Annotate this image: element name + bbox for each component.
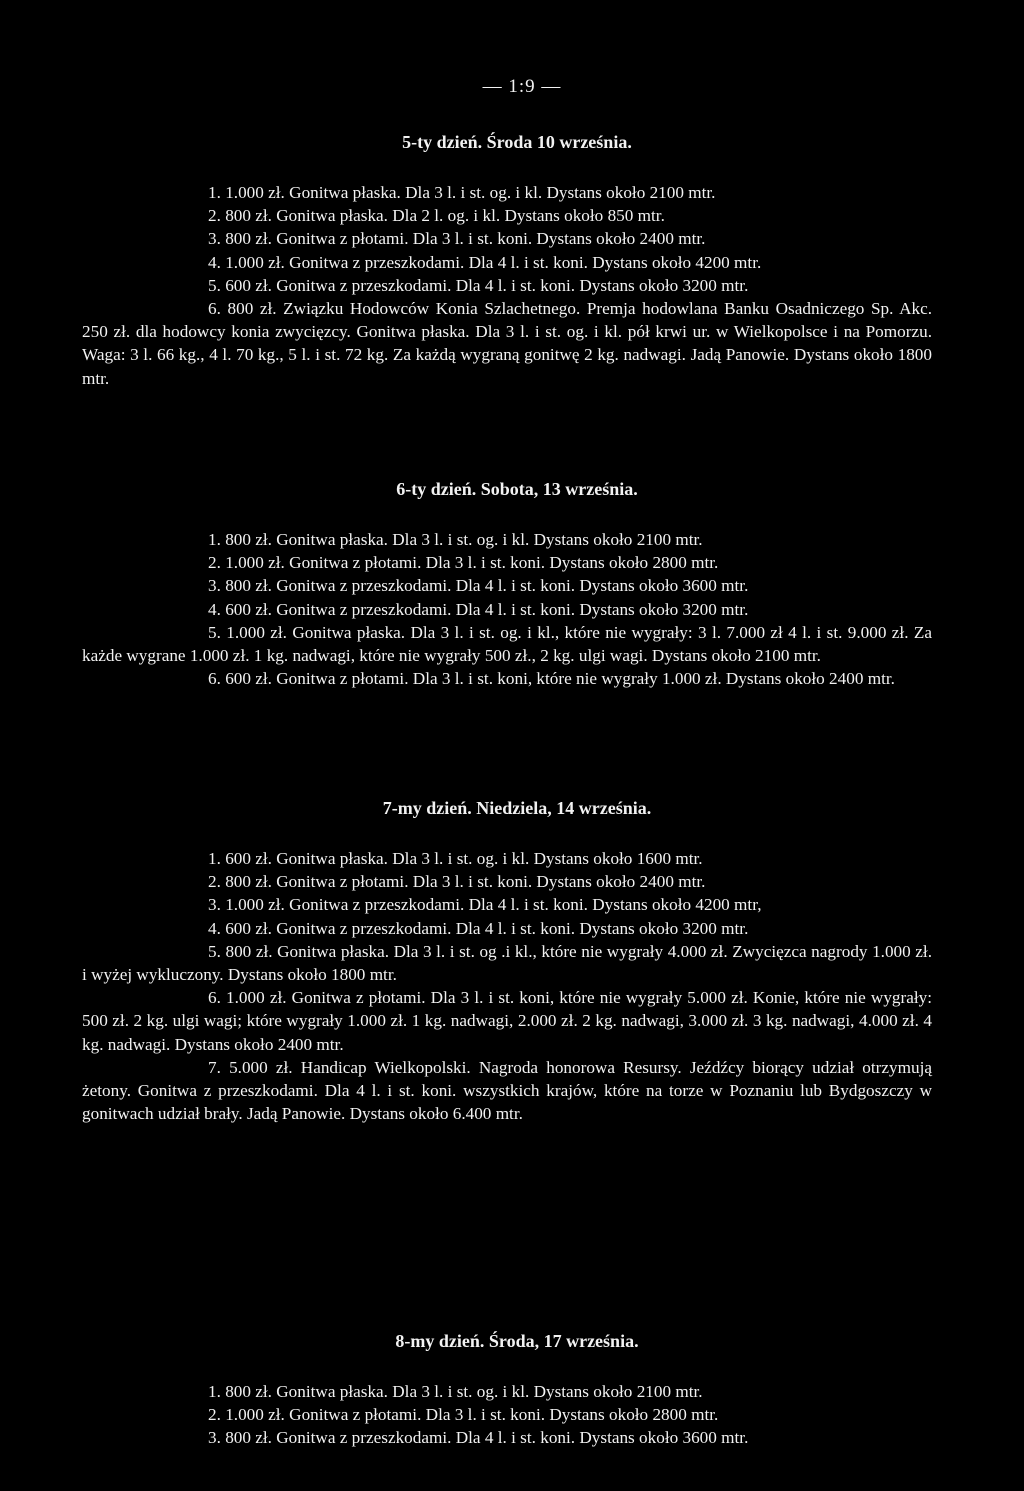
race-text: 600 zł. Gonitwa z płotami. Dla 3 l. i st. koni, które nie wygrały 1.000 zł. Dystans około 2400 mtr. (225, 669, 895, 689)
race-text: 800 zł. Gonitwa płaska. Dla 3 l. i st. og. i kl. Dystans około 2100 mtr. (225, 530, 703, 549)
race-number: 7. (208, 1057, 221, 1077)
race-entry (82, 621, 932, 667)
race-number: 1. (208, 530, 221, 549)
race-text: 800 zł. Związku Hodowców Konia Szlachetnego. Premja hodowlana Banku Osadniczego Sp. Akc. 250 zł. dla hodowcy konia zwycięzcy. Gonitwa płaska. Dla 3 l. i st. og. i kl. pół krwi ur. w Wielkopolsce i na Pomorzu. Waga: 3 l. 66 kg., 4 l. 70 kg., 5 l. i st. 72 kg. Za każdą wygraną gonitwę 2 kg. nadwagi. Jadą Panowie. Dystans około 1800 mtr. (82, 299, 933, 388)
day-heading: 6-ty dzień. Sobota, 13 września. (396, 479, 638, 499)
race-number: 3. (208, 895, 221, 915)
race-entry (82, 528, 932, 551)
race-text: 800 zł. Gonitwa płaska. Dla 3 l. i st. og .i kl., które nie wygrały 4.000 zł. Zwycięzca nagrody 1.000 zł. i wyżej wykluczony. Dystans około 1800 mtr. (82, 941, 933, 985)
race-text: 1.000 zł. Gonitwa z przeszkodami. Dla 4 l. i st. koni. Dystans około 4200 mtr. (225, 252, 762, 272)
race-entry (82, 893, 932, 916)
race-number: 3. (208, 229, 221, 249)
race-number: 3. (208, 576, 221, 596)
day-section-8 (82, 1329, 932, 1450)
race-number: 1. (208, 849, 221, 868)
race-entry (82, 574, 932, 597)
race-list (82, 528, 932, 690)
race-text: 600 zł. Gonitwa z przeszkodami. Dla 4 l. i st. koni. Dystans około 3200 mtr. (225, 599, 749, 619)
race-entry (82, 986, 932, 1056)
race-number: 4. (208, 599, 221, 619)
page-number: — 1:9 — (482, 76, 562, 97)
race-number: 5. (208, 941, 221, 961)
race-entry (82, 204, 932, 227)
race-number: 6. (208, 669, 221, 689)
race-entry (82, 940, 932, 986)
race-number: 6. (208, 988, 221, 1008)
race-entry (82, 181, 932, 204)
race-number: 5. (208, 275, 221, 295)
race-list (82, 1380, 932, 1450)
day-section-7 (82, 796, 932, 1125)
race-number: 4. (208, 252, 221, 272)
race-list (82, 181, 932, 390)
race-text: 1.000 zł. Gonitwa płaska. Dla 3 l. i st. og. i kl. Dystans około 2100 mtr. (225, 183, 716, 202)
race-number: 6. (208, 299, 221, 319)
race-number: 2. (208, 206, 221, 226)
race-text: 800 zł. Gonitwa z płotami. Dla 3 l. i st. koni. Dystans około 2400 mtr. (225, 229, 706, 249)
race-entry (82, 297, 932, 390)
race-entry (82, 551, 932, 574)
race-number: 1. (208, 183, 221, 202)
race-entry (82, 1426, 932, 1449)
race-entry (82, 1056, 932, 1126)
race-entry (82, 870, 932, 893)
race-text: 600 zł. Gonitwa płaska. Dla 3 l. i st. og. i kl. Dystans około 1600 mtr. (225, 849, 703, 868)
race-text: 600 zł. Gonitwa z przeszkodami. Dla 4 l. i st. koni. Dystans około 3200 mtr. (225, 918, 749, 938)
race-entry (82, 847, 932, 870)
race-entry (82, 1380, 932, 1403)
day-heading: 7-my dzień. Niedziela, 14 września. (382, 798, 652, 818)
race-text: 800 zł. Gonitwa płaska. Dla 3 l. i st. og. i kl. Dystans około 2100 mtr. (225, 1382, 703, 1401)
race-text: 800 zł. Gonitwa z płotami. Dla 3 l. i st. koni. Dystans około 2400 mtr. (225, 872, 706, 892)
day-section-5 (82, 130, 932, 390)
document-page (82, 0, 932, 1491)
race-text: 600 zł. Gonitwa z przeszkodami. Dla 4 l. i st. koni. Dystans około 3200 mtr. (225, 275, 749, 295)
day-section-6 (82, 477, 932, 690)
race-text: 1.000 zł. Gonitwa z przeszkodami. Dla 4 l. i st. koni. Dystans około 4200 mtr, (225, 895, 762, 915)
race-entry (82, 1403, 932, 1426)
race-text: 1.000 zł. Gonitwa z płotami. Dla 3 l. i st. koni, które nie wygrały 5.000 zł. Konie, które nie wygrały: 500 zł. 2 kg. ulgi wagi; które wygrały 1.000 zł. 1 kg. nadwagi, 2.000 zł. 2 kg. nadwagi, 3.000 zł. 3 kg. nadwagi, 4.000 zł. 4 kg. nadwagi. Dystans około 2400 mtr. (82, 988, 933, 1054)
race-text: 800 zł. Gonitwa płaska. Dla 2 l. og. i kl. Dystans około 850 mtr. (225, 206, 665, 226)
race-number: 2. (208, 872, 221, 892)
race-text: 5.000 zł. Handicap Wielkopolski. Nagroda honorowa Resursy. Jeźdźcy biorący udział otrzymują żetony. Gonitwa z przeszkodami. Dla 4 l. i st. koni. wszystkich krajów, które na torze w Poznaniu lub Bydgoszczy w gonitwach udział brały. Jadą Panowie. Dystans około 6.400 mtr. (82, 1057, 932, 1124)
race-text: 1.000 zł. Gonitwa płaska. Dla 3 l. i st. og. i kl., które nie wygrały: 3 l. 7.000 zł 4 l. i st. 9.000 zł. Za każde wygrane 1.000 zł. 1 kg. nadwagi, które nie wygrały 500 zł., 2 kg. ulgi wagi. Dystans około 2100 mtr. (82, 622, 932, 666)
race-list (82, 847, 932, 1125)
day-heading: 5-ty dzień. Środa 10 września. (402, 132, 632, 152)
race-number: 1. (208, 1382, 221, 1401)
race-entry (82, 667, 932, 690)
day-heading: 8-my dzień. Środa, 17 września. (395, 1331, 639, 1351)
race-entry (82, 917, 932, 940)
race-number: 3. (208, 1428, 221, 1448)
race-entry (82, 251, 932, 274)
race-text: 800 zł. Gonitwa z przeszkodami. Dla 4 l. i st. koni. Dystans około 3600 mtr. (225, 576, 749, 596)
race-number: 5. (208, 622, 221, 642)
race-entry (82, 227, 932, 250)
race-text: 1.000 zł. Gonitwa z płotami. Dla 3 l. i st. koni. Dystans około 2800 mtr. (225, 553, 719, 573)
race-text: 1.000 zł. Gonitwa z płotami. Dla 3 l. i st. koni. Dystans około 2800 mtr. (225, 1405, 719, 1425)
race-entry (82, 274, 932, 297)
race-entry (82, 598, 932, 621)
race-number: 4. (208, 918, 221, 938)
race-number: 2. (208, 1405, 221, 1425)
race-number: 2. (208, 553, 221, 573)
race-text: 800 zł. Gonitwa z przeszkodami. Dla 4 l. i st. koni. Dystans około 3600 mtr. (225, 1428, 749, 1448)
